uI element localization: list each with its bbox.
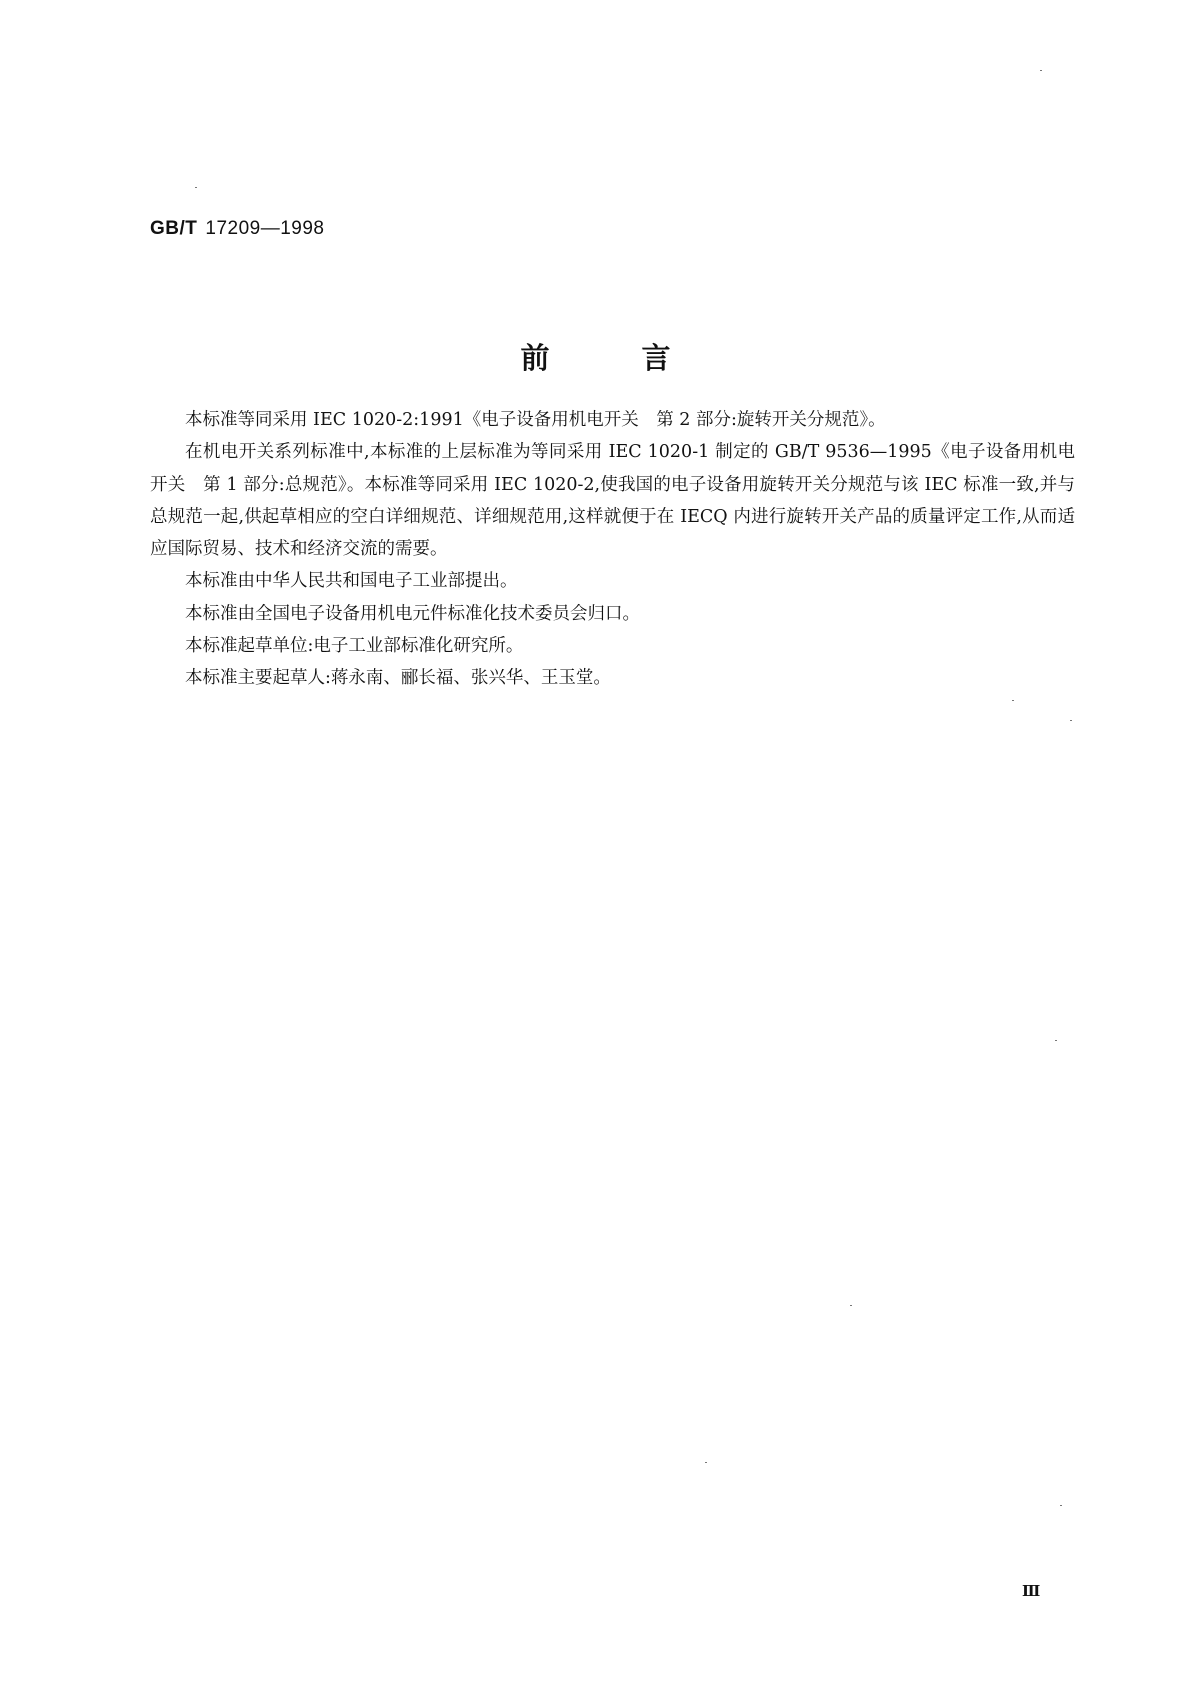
scan-speck (1060, 1505, 1062, 1506)
page-number: Ⅲ (1022, 1582, 1041, 1600)
scan-speck (1055, 1040, 1057, 1041)
paragraph-committee: 本标准由全国电子设备用机电元件标准化技术委员会归口。 (185, 603, 640, 624)
scan-speck (1012, 700, 1014, 701)
paragraph-adoption: 本标准等同采用 IEC 1020-2:1991《电子设备用机电开关 第 2 部分:旋转开关分规范》。 (185, 410, 886, 430)
standard-number: 17209—1998 (205, 218, 325, 239)
document-code (150, 218, 325, 240)
scan-speck (1070, 720, 1072, 721)
paragraph-series: 在机电开关系列标准中,本标准的上层标准为等同采用 IEC 1020-1 制定的 GB/T 9536—1995《电子设备用机电开关 第 1 部分:总规范》。本标准等同采用 IEC 1020-2,使我国的电子设备用旋转开关分规范与该 IEC 标准一致,并与总规范一起,供起草相应的空白详细规范、详细规范用,这样就便于在 IECQ 内进行旋转开关产品的质量评定工作,从而适应国际贸易、技术和经济交流的需要。 (150, 442, 1075, 560)
paragraph-drafting-unit: 本标准起草单位:电子工业部标准化研究所。 (185, 636, 524, 657)
foreword-body (150, 404, 1075, 695)
paragraph-drafters: 本标准主要起草人:蒋永南、郦长福、张兴华、王玉堂。 (185, 668, 611, 689)
scan-speck (850, 1305, 852, 1306)
paragraph-proposer: 本标准由中华人民共和国电子工业部提出。 (185, 571, 518, 592)
scan-speck (1040, 70, 1042, 71)
scan-speck (705, 1462, 707, 1463)
standard-prefix: GB/T (150, 218, 198, 239)
scan-speck (195, 187, 197, 188)
page-title: 前言 (520, 341, 763, 375)
